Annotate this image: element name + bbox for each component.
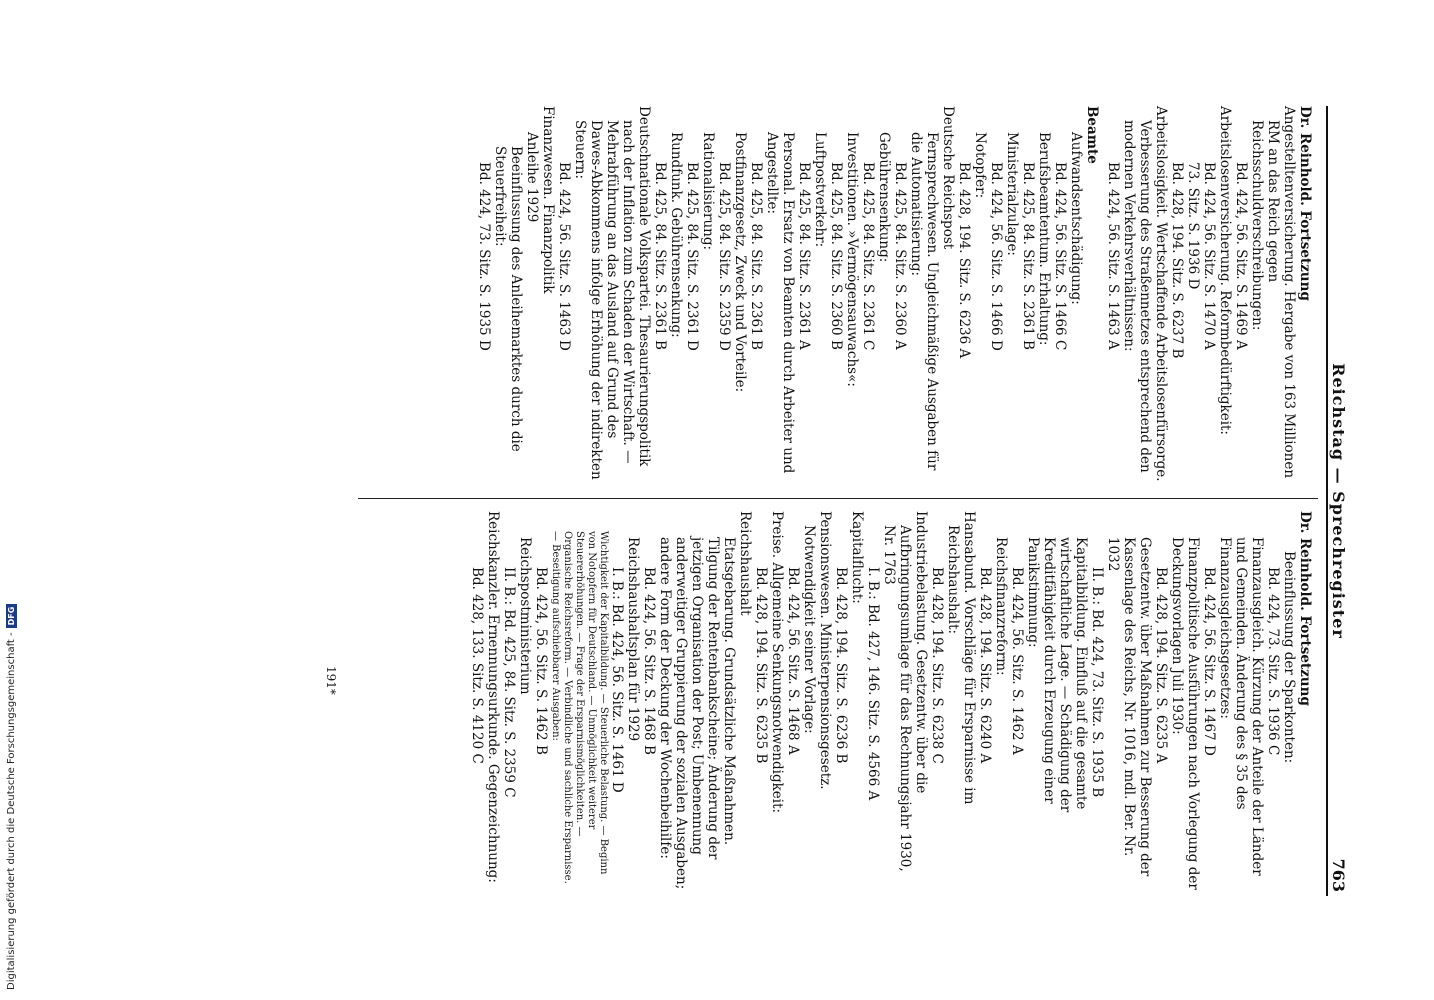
register-entry: Arbeitslosigkeit. Wertschaffende Arbeitslosenfürsorge. Verbesserung des Straßennetzes entsprechend den modernen Verkehrsverhältnissen: [1121,106,1169,482]
register-entry: Wichtigkeit der Kapitalbildung. — Steuerliche Belastung. — Beginn von Notopfern für Deutschland. — Unmöglichkeit weiterer Steuererhöhungen. — Frage der Ersparnismöglichkeiten. — Organische Reichsreform. — Verbindliche und sachliche Ersparnisse. — Beseitigung aufschiebbarer Ausgaben: [550,531,609,884]
register-reference: Bd. 424, 56. Sitz. S. 1462 B [533,567,549,755]
register-reference: Bd. 428, 194. Sitz. S. 6238 C [929,567,945,764]
register-reference: Bd. 428, 194. Sitz. S. 6235 A [1153,567,1169,764]
section-heading: Dr. Reinhold. Fortsetzung [1297,106,1313,301]
register-entry: Luftpostverkehr: [812,132,828,248]
register-entry: Etatsgebarung. Grundsätzliche Maßnahmen. Tilgung der Rentenbankscheine; Änderung der jetzigen Organisation der Post; Umbenennung anderweitiger Gruppierung der sozialen Ausgaben; andere Form der Deckung der Wochenbeihilfe: [657,537,737,890]
register-entry: Pensionswesen. Ministerpensionsgesetz. Notwendigkeit seiner Vorlage: [801,511,833,790]
register-reference: Bd. 424, 56. Sitz. S. 1463 D [556,162,572,351]
register-entry: Investitionen. »Vermögensauwachs«: [844,132,860,387]
register-entry: Hansabund. Vorschläge für Ersparnisse im Reichshaushalt: [945,511,977,805]
register-entry: Kapitalflucht: [849,511,865,604]
register-entry: Arbeitslosenversicherung. Reformbedürftigkeit: [1217,106,1233,435]
section-heading: Dr. Reinhold. Fortsetzung [1297,511,1313,706]
register-entry: Beeinflussung des Anleihemarktes durch die Steuerfreiheit: [492,146,524,452]
register-entry: Rundfunk. Gebührensenkung: [668,132,684,338]
register-entry: Personal. Ersatz von Beamten durch Arbeiter und Angestellte: [764,132,796,474]
register-reference: Bd. 425, 84. Sitz. S. 2359 D [716,162,732,351]
register-entry: Deutsche Reichspost [940,106,956,250]
register-reference: Bd. 428, 194. Sitz. S. 6235 B [753,567,769,764]
register-reference: Bd. 425, 84. Sitz. S. 2361 A [796,162,812,350]
page-header-title: Reichstag — Sprechregister [1329,363,1348,639]
rotated-sheet [98,106,1348,906]
register-entry: Reichshaushaltsplan für 1929 [625,537,641,742]
register-reference: Bd. 428, 133. Sitz. S. 4120 C [469,567,485,764]
section-heading: Beamte [1084,106,1100,164]
register-reference: Bd. 428, 194. Sitz. S. 6236 A [956,162,972,359]
page-number: 763 [1329,858,1348,892]
register-entry: Ministerialzulage: [1004,132,1020,256]
register-entry: Rationalisierung: [700,132,716,251]
register-reference: Bd. 424, 56. Sitz. S. 1470 A [1201,162,1217,350]
register-entry: Angestelltenversicherung. Hergabe von 163 Millionen RM an das Reich gegen Reichsschuldverschreibungen: [1249,106,1297,479]
register-entry: Finanzausgleich. Kürzung der Anteile der Länder und Gemeinden. Änderung des § 35 des Finanzausgleichsgesetzes: [1217,537,1265,876]
register-entry: Gesetzentw. über Maßnahmen zur Besserung der Kassenlage des Reichs, Nr. 1016, mdl. Ber. Nr. 1032 [1105,537,1153,877]
credit-text: Digitalisierung gefördert durch die Deutsche Forschungsgemeinschaft - [5,632,17,990]
register-reference: Bd. 424, 56. Sitz. S. 1467 D [1201,567,1217,756]
register-entry: Aufwandsentschädigung: [1068,132,1084,305]
register-reference: Bd. 424, 56. Sitz. S. 1463 A [1105,162,1121,350]
register-entry: Finanzpolitische Ausführungen nach Vorlegung der Deckungsvorlagen Juli 1930: [1169,537,1201,890]
register-entry: Anleihe 1929 [524,132,540,223]
register-reference: Bd. 428, 194. Sitz. S. 6237 B [1169,162,1185,359]
register-entry: Berufsbeamtentum. Erhaltung: [1036,132,1052,346]
register-reference: Bd. 424, 56. Sitz. S. 1462 A [1009,567,1025,755]
digitization-credit [4,0,18,990]
dfg-logo: DFG [6,604,17,629]
register-reference: I. B.: Bd. 427, 146. Sitz. S. 4566 A [865,567,881,801]
register-entry: Deutschnationale Volkspartei. Thesaurierungspolitik nach der Inflation zum Schaden der Wirtschaft. — Mehrabführung an das Ausland auf Grund des Dawes-Abkommens infolge Erhöhung der indirekten Steuern: [572,106,652,480]
register-reference: Bd. 424, 56. Sitz. S. 1466 D [988,162,1004,351]
right-column [469,511,1318,891]
register-reference: Bd. 425, 84. Sitz. S. 2360 A [892,162,908,350]
register-reference: 73. Sitz. S. 1936 D [1185,162,1201,290]
register-entry: Reichshaushalt [737,511,753,616]
register-entry: Industriebelastung. Gesetzentw. über die Aufbringungsumlage für das Rechnungsjahr 1930, Nr. 1763 [881,511,929,872]
register-reference: Bd. 428, 194. Sitz. S. 6240 A [977,567,993,764]
register-entry: Notopfer: [972,132,988,199]
register-entry: Finanzwesen. Finanzpolitik [540,106,556,294]
register-reference: Bd. 424, 56. Sitz. S. 1468 A [785,567,801,755]
column-divider [358,498,1318,499]
register-entry: Reichspostministerium [517,537,533,695]
register-reference: Bd. 424, 73. Sitz. S. 1935 D [476,162,492,351]
left-column [476,106,1318,486]
register-reference: Bd. 425, 84. Sitz. S. 2361 B [748,162,764,350]
register-entry: Fernsprechwesen. Ungleichmäßige Ausgaben für die Automatisierung: [908,132,940,471]
register-reference: Bd. 424, 56. Sitz. S. 1466 C [1052,162,1068,351]
register-reference: II. B.: Bd. 424, 73. Sitz. S. 1935 B [1089,567,1105,798]
register-reference: Bd. 425, 84. Sitz. S. 2361 C [860,162,876,351]
register-entry: Kapitalbildung. Einfluß auf die gesamte wirtschaftliche Lage. — Schädigung der Kreditfähigkeit durch Erzeugung einer Panikstimmung: [1025,537,1089,813]
register-entry: Beeinflussung der Sparkonten: [1281,551,1297,764]
register-reference: Bd. 425, 84. Sitz. S. 2361 D [684,162,700,351]
register-reference: I. B.: Bd. 424, 56. Sitz. S. 1461 D [609,567,625,793]
register-reference: Bd. 424, 73. Sitz. S. 1936 C [1265,567,1281,756]
register-reference: II. B.: Bd. 425, 84. Sitz. S. 2359 C [501,567,517,798]
header-rule [1326,106,1328,896]
register-reference: Bd. 425, 84. Sitz. S. 2361 B [1020,162,1036,350]
register-entry: Preise. Allgemeine Senkungsnotwendigkeit: [769,511,785,814]
register-reference: Bd. 425, 84. Sitz. S. 2360 B [828,162,844,350]
register-reference: Bd. 425, 84. Sitz. S. 2361 B [652,162,668,350]
register-reference: Bd. 428, 194. Sitz. S. 6236 B [833,567,849,764]
register-entry: Postfinanzgesetz, Zweck und Vorteile: [732,132,748,393]
register-entry: Reichsfinanzreform: [993,537,1009,676]
register-entry: Reichskanzler. Ernennungsurkunde. Gegenzeichnung: [485,511,501,883]
register-reference: Bd. 424, 56. Sitz. S. 1468 B [641,567,657,755]
page-signature: 191* [324,666,338,695]
register-reference: Bd. 424, 56. Sitz. S. 1469 A [1233,162,1249,350]
register-entry: Gebührensenkung: [876,132,892,263]
